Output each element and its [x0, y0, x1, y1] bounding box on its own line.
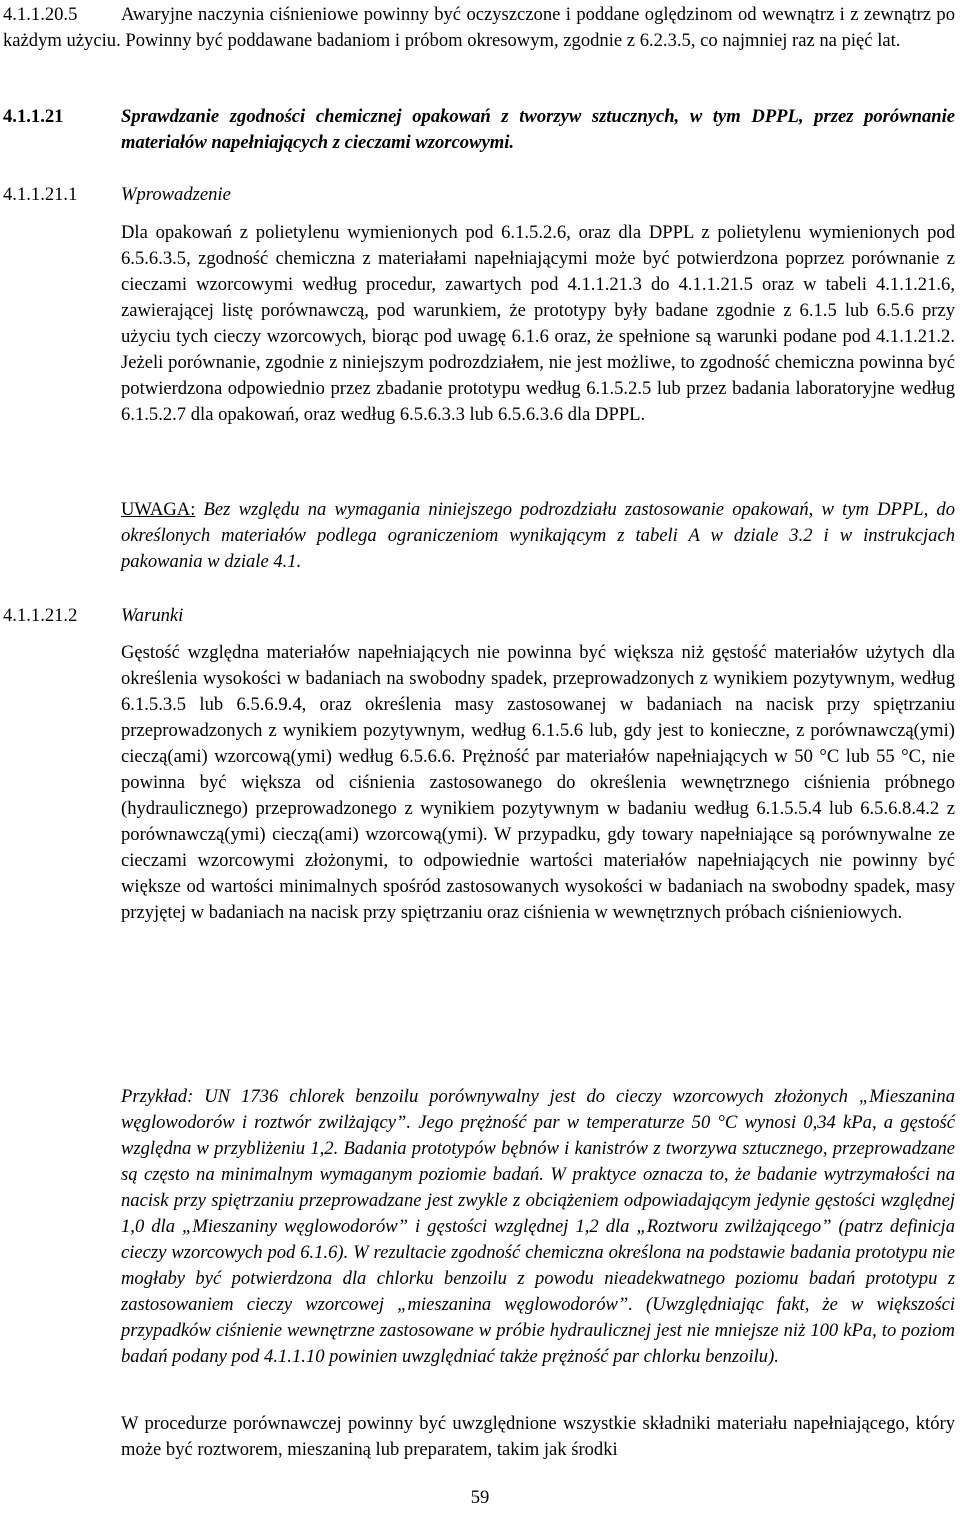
note-paragraph — [121, 497, 955, 575]
conditions-paragraph: Gęstość względna materiałów napełniających nie powinna być większa niż gęstość materiałów użytych dla określenia wysokości w badaniach na swobodny spadek, przeprowadzonych z wynikiem pozytywnym, według 6.1.5.3.5 lub 6.5.6.9.4, oraz określenia masy zastosowanej w badaniach na nacisk przy spiętrzaniu przeprowadzonych z wynikiem pozytywnym, według 6.1.5.6 lub, gdy jest to konieczne, z porównawczą(ymi) cieczą(ami) wzorcową(ymi) według 6.5.6.6. Prężność par materiałów napełniających w 50 °C lub 55 °C, nie powinna być większa od ciśnienia zastosowanego do określenia wewnętrznego ciśnienia próbnego (hydraulicznego) przeprowadzonego z wynikiem pozytywnym w badaniu według 6.1.5.5.4 lub 6.5.6.8.4.2 z porównawczą(ymi) cieczą(ami) wzorcową(ymi). W przypadku, gdy towary napełniające są porównywalne ze cieczami wzorcowymi złożonymi, to odpowiednie wartości materiałów napełniających nie powinny być większe od wartości minimalnych spośród zastosowanych wysokości w badaniach na swobodny spadek, masy przyjętej w badaniach na nacisk przy spiętrzaniu oraz ciśnienia w wewnętrznych próbach ciśnieniowych. — [121, 642, 955, 923]
section-title-warunki: Warunki — [121, 605, 184, 626]
page-number: 59 — [470, 1487, 490, 1508]
note-label: UWAGA: — [121, 499, 196, 520]
section-title-4-1-1-21: Sprawdzanie zgodności chemicznej opakowań z tworzyw sztucznych, w tym DPPL, przez porównanie materiałów napełniających z cieczami wzorcowymi. — [121, 106, 955, 153]
section-number-4-1-1-20-5: 4.1.1.20.5 — [3, 4, 78, 25]
procedure-paragraph: W procedurze porównawczej powinny być uwzględnione wszystkie składniki materiału napełniającego, który może być roztworem, mieszaniną lub preparatem, takim jak środki — [121, 1413, 955, 1460]
section-text-4-1-1-20-5: Awaryjne naczynia ciśnieniowe powinny być oczyszczone i poddane oględzinom od wewnątrz i z zewnątrz po każdym użyciu. Powinny być poddawane badaniom i próbom okresowym, zgodnie z 6.2.3.5, co najmniej raz na pięć lat. — [3, 4, 955, 51]
note-text: Bez względu na wymagania niniejszego podrozdziału zastosowanie opakowań, w tym DPPL, do określonych materiałów podlega ograniczeniom wynikającym z tabeli A w dziale 3.2 i w instrukcjach pakowania w dziale 4.1. — [121, 499, 955, 572]
section-title-wprowadzenie: Wprowadzenie — [121, 184, 231, 205]
section-number-4-1-1-21-2: 4.1.1.21.2 — [3, 605, 78, 626]
example-paragraph: Przykład: UN 1736 chlorek benzoilu porównywalny jest do cieczy wzorcowych złożonych „Mieszanina węglowodorów i roztwór zwilżający”. Jego prężność par w temperaturze 50 °C wynosi 0,34 kPa, a gęstość względna w przybliżeniu 1,2. Badania prototypów bębnów i kanistrów z tworzywa sztucznego, przeprowadzane są często na minimalnym wymaganym poziomie badań. W praktyce oznacza to, że badanie wytrzymałości na nacisk przy spiętrzaniu przeprowadzane jest zwykle z obciążeniem odpowiadającym jedynie gęstości względnej 1,0 dla „Mieszaniny węglowodorów” i gęstości względnej 1,2 dla „Roztworu zwilżającego” (patrz definicja cieczy wzorcowych pod 6.1.6). W rezultacie zgodność chemiczna określona na podstawie badania prototypu nie mogłaby być potwierdzona dla chlorku benzoilu z powodu nieadekwatnego poziomu badań prototypu z zastosowaniem cieczy wzorcowej „mieszanina węglowodorów”. (Uwzględniając fakt, że w większości przypadków ciśnienie wewnętrzne zastosowane w próbie hydraulicznej jest nie mniejsze niż 100 kPa, to poziom badań podany pod 4.1.1.10 powinien uwzględniać także prężność par chlorku benzoilu). — [121, 1086, 955, 1367]
intro-paragraph: Dla opakowań z polietylenu wymienionych pod 6.1.5.2.6, oraz dla DPPL z polietylenu wymienionych pod 6.5.6.3.5, zgodność chemiczna z materiałami napełniającymi może być potwierdzona poprzez porównanie z cieczami wzorcowymi według procedur, zawartych pod 4.1.1.21.3 do 4.1.1.21.5 oraz w tabeli 4.1.1.21.6, zawierającej listę porównawczą, pod warunkiem, że prototypy były badane zgodnie z 6.1.5 lub 6.5.6 przy użyciu tych cieczy wzorcowych, biorąc pod uwagę 6.1.6 oraz, że spełnione są warunki podane pod 4.1.1.21.2. Jeżeli porównanie, zgodnie z niniejszym podrozdziałem, nie jest możliwe, to zgodność chemiczna powinna być potwierdzona odpowiednio przez zbadanie prototypu według 6.1.5.2.5 lub przez badania laboratoryjne według 6.1.5.2.7 dla opakowań, oraz według 6.5.6.3.3 lub 6.5.6.3.6 dla DPPL. — [121, 222, 955, 425]
section-number-4-1-1-21: 4.1.1.21 — [3, 106, 64, 127]
section-number-4-1-1-21-1: 4.1.1.21.1 — [3, 184, 78, 205]
